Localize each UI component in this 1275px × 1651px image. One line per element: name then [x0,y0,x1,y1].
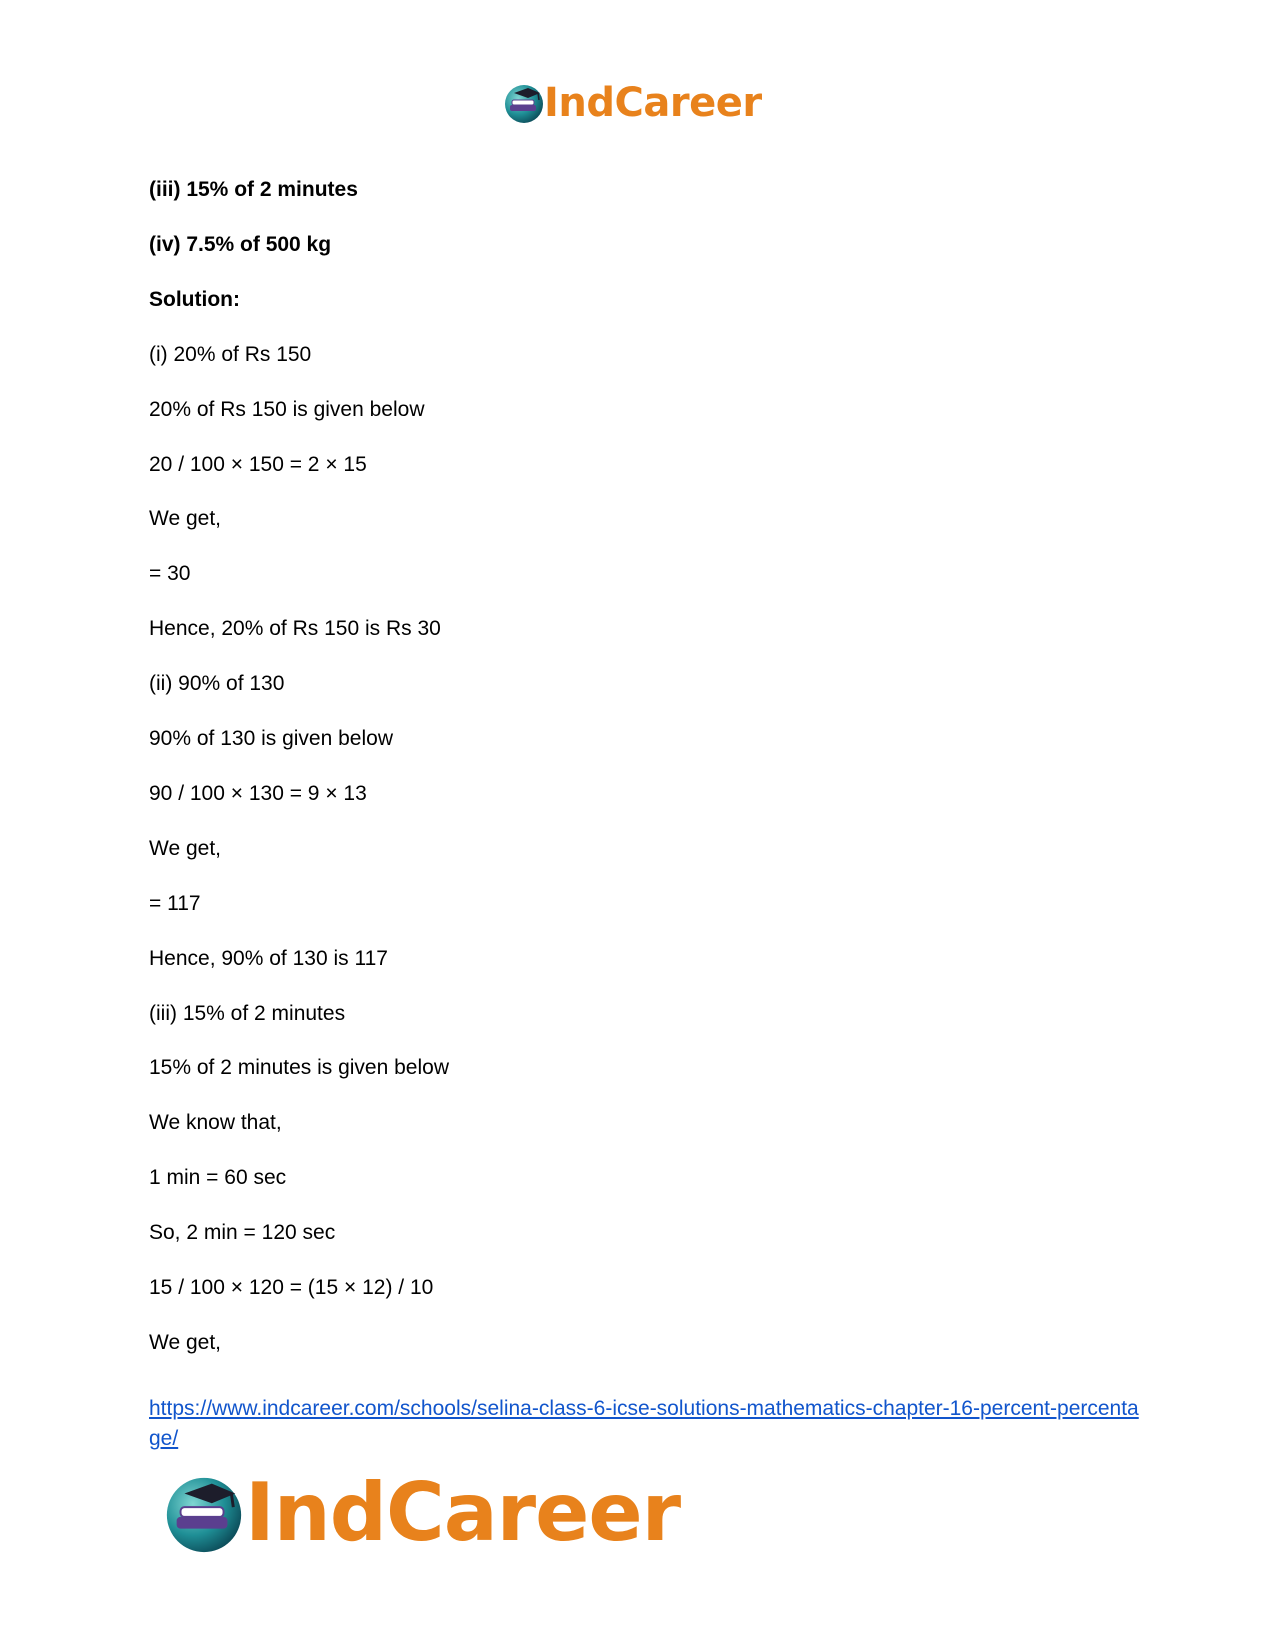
text-line: = 30 [149,562,191,585]
text-line: So, 2 min = 120 sec [149,1221,336,1244]
text-line: (ii) 90% of 130 [149,672,285,695]
indcareer-logo-footer [161,1468,680,1558]
text-line: 20 / 100 × 150 = 2 × 15 [149,453,367,476]
indcareer-logo-header [502,80,762,126]
text-line: 90 / 100 × 130 = 9 × 13 [149,782,367,805]
text-line: (iii) 15% of 2 minutes [149,1002,346,1025]
logo-wordmark: IndCareer [245,1466,681,1559]
text-line: We get, [149,507,221,530]
text-line: We know that, [149,1111,282,1134]
text-line: We get, [149,837,221,860]
text-line: 20% of Rs 150 is given below [149,398,425,421]
text-line: Hence, 90% of 130 is 117 [149,947,388,970]
text-line: Hence, 20% of Rs 150 is Rs 30 [149,617,441,640]
text-line: 15 / 100 × 120 = (15 × 12) / 10 [149,1276,434,1299]
text-line: = 117 [149,892,201,915]
globe-books-icon [161,1470,247,1556]
text-line: 15% of 2 minutes is given below [149,1056,449,1079]
text-line: Solution: [149,288,240,311]
text-line: (iv) 7.5% of 500 kg [149,233,332,256]
text-line: (i) 20% of Rs 150 [149,343,312,366]
text-line: (iii) 15% of 2 minutes [149,178,358,201]
source-link[interactable]: https://www.indcareer.com/schools/selina-class-6-icse-solutions-mathematics-chapter-16-percent-percentage/ [149,1397,1139,1450]
globe-books-icon [502,81,546,125]
logo-wordmark: IndCareer [544,80,762,126]
text-line: 1 min = 60 sec [149,1166,287,1189]
text-line: We get, [149,1331,221,1354]
text-line: 90% of 130 is given below [149,727,393,750]
